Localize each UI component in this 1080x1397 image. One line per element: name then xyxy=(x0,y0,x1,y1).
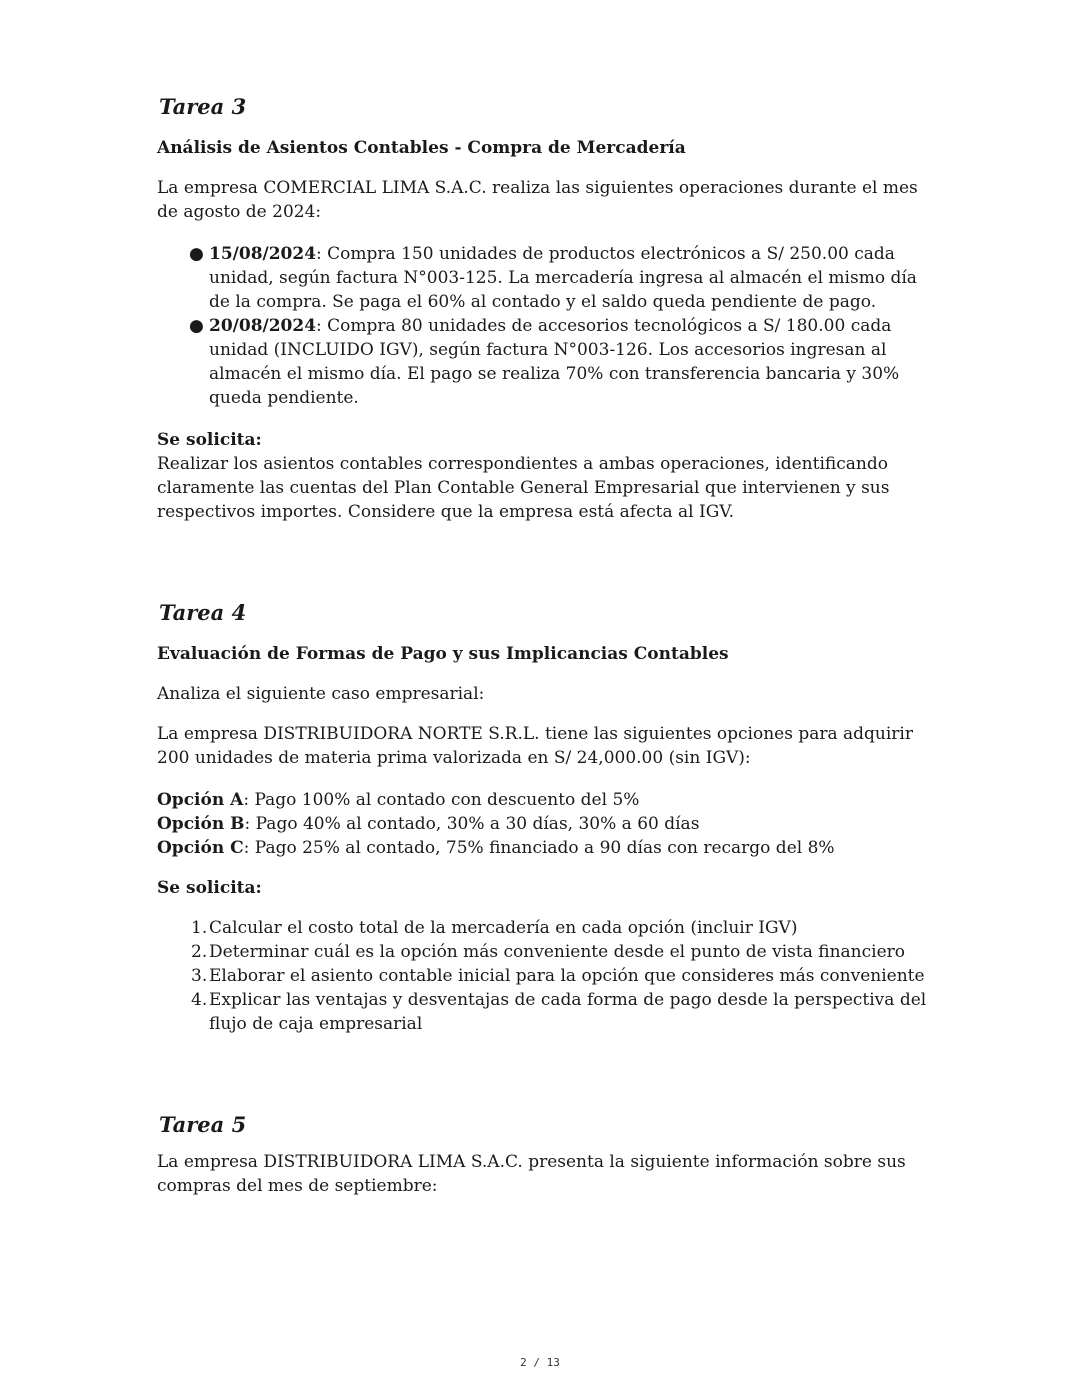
list-item xyxy=(191,916,927,940)
tarea3-intro: La empresa COMERCIAL LIMA S.A.C. realiza las siguientes operaciones durante el mes de agosto de 2024: xyxy=(157,178,918,222)
option-text: : Pago 100% al contado con descuento del 5% xyxy=(243,790,640,810)
list-item xyxy=(191,988,927,1036)
list-item xyxy=(191,940,927,964)
list-item xyxy=(189,242,927,314)
step-number: 4. xyxy=(191,990,208,1010)
operation-text: : Compra 80 unidades de accesorios tecnológicos a S/ 180.00 cada unidad (INCLUIDO IGV), según factura N°003-126. Los accesorios ingresan al almacén el mismo día. El pago se realiza 70% con transferencia bancaria y 30% queda pendiente. xyxy=(209,316,900,408)
list-item xyxy=(191,964,927,988)
request-label-text: Se solicita: xyxy=(157,430,262,450)
option-label: Opción A xyxy=(157,790,244,810)
option-text: : Pago 25% al contado, 75% financiado a 90 días con recargo del 8% xyxy=(243,838,835,858)
tarea4-heading: Tarea 4 xyxy=(159,600,247,625)
option-label: Opción B xyxy=(157,814,245,834)
step-number: 2. xyxy=(191,942,208,962)
operation-date: 20/08/2024 xyxy=(209,316,317,336)
option-line xyxy=(157,836,927,860)
tarea3-request-text: Realizar los asientos contables correspondientes a ambas operaciones, identificando claramente las cuentas del Plan Contable General Empresarial que intervienen y sus respectivos importes. Considere que la empresa está afecta al IGV. xyxy=(157,454,890,522)
list-item xyxy=(189,314,927,410)
option-text: : Pago 40% al contado, 30% a 30 días, 30% a 60 días xyxy=(244,814,700,834)
step-text: Calcular el costo total de la mercadería en cada opción (incluir IGV) xyxy=(209,918,798,938)
request-label-text: Se solicita: xyxy=(157,878,262,898)
tarea4-intro: Analiza el siguiente caso empresarial: xyxy=(157,684,485,704)
option-line xyxy=(157,812,927,836)
tarea4-options xyxy=(157,788,927,860)
tarea3-operations-list xyxy=(157,242,927,410)
operation-text: : Compra 150 unidades de productos electrónicos a S/ 250.00 cada unidad, según factura N°003-125. La mercadería ingresa al almacén el mismo día de la compra. Se paga el 60% al contado y el saldo queda pendiente de pago. xyxy=(209,244,917,312)
step-text: Elaborar el asiento contable inicial para la opción que consideres más conveniente xyxy=(209,966,925,986)
option-line xyxy=(157,788,927,812)
page-indicator: 2 / 13 xyxy=(520,1356,560,1369)
document-page xyxy=(157,92,927,1198)
bullet-icon: ● xyxy=(189,316,204,336)
option-label: Opción C xyxy=(157,838,244,858)
tarea4-steps-list xyxy=(157,916,927,1036)
step-text: Determinar cuál es la opción más conveniente desde el punto de vista financiero xyxy=(209,942,905,962)
tarea4-request-label xyxy=(157,876,927,900)
tarea4-case: La empresa DISTRIBUIDORA NORTE S.R.L. tiene las siguientes opciones para adquirir 200 unidades de materia prima valorizada en S/ 24,000.00 (sin IGV): xyxy=(157,724,913,768)
bullet-icon: ● xyxy=(189,244,204,264)
tarea3-subtitle: Análisis de Asientos Contables - Compra de Mercadería xyxy=(157,138,686,158)
tarea5-heading: Tarea 5 xyxy=(159,1112,247,1137)
tarea3-request-label xyxy=(157,428,927,452)
tarea5-intro: La empresa DISTRIBUIDORA LIMA S.A.C. presenta la siguiente información sobre sus compras del mes de septiembre: xyxy=(157,1152,906,1196)
operation-date: 15/08/2024 xyxy=(209,244,317,264)
tarea3-heading: Tarea 3 xyxy=(159,94,247,119)
step-number: 3. xyxy=(191,966,208,986)
step-number: 1. xyxy=(191,918,208,938)
step-text: Explicar las ventajas y desventajas de cada forma de pago desde la perspectiva del flujo de caja empresarial xyxy=(209,990,927,1034)
tarea4-subtitle: Evaluación de Formas de Pago y sus Implicancias Contables xyxy=(157,644,729,664)
